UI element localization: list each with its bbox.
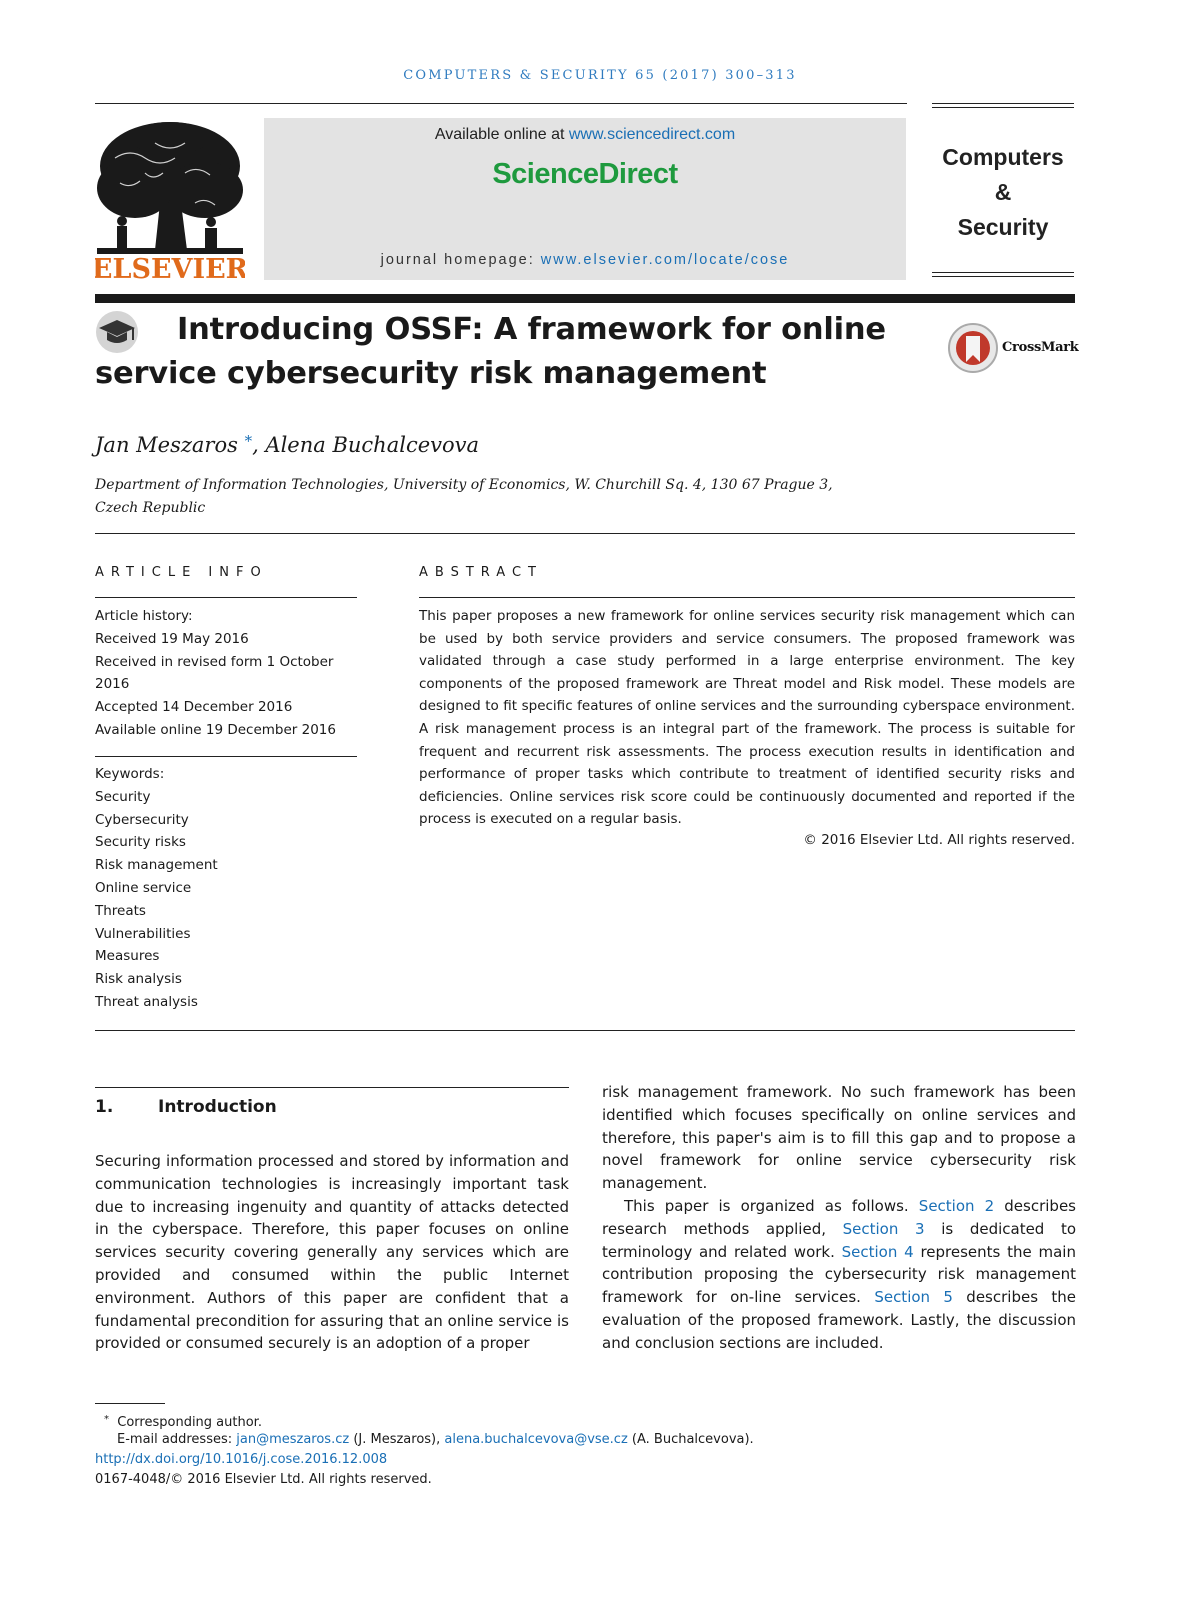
article-info-heading: ARTICLE INFO bbox=[95, 565, 268, 580]
author-2: , Alena Buchalcevova bbox=[252, 433, 480, 457]
keyword-item: Security bbox=[95, 788, 151, 805]
journal-name-line3: Security bbox=[957, 214, 1049, 240]
abstract-rule bbox=[419, 597, 1075, 598]
corresponding-author-marker[interactable]: * bbox=[244, 432, 253, 450]
issn-copyright: 0167-4048/© 2016 Elsevier Ltd. All rights reserved. bbox=[95, 1472, 432, 1487]
journal-name-rule-top bbox=[932, 103, 1074, 108]
elsevier-tree-icon bbox=[95, 118, 245, 282]
available-online bbox=[264, 126, 906, 144]
history-accepted: Accepted 14 December 2016 bbox=[95, 699, 293, 716]
email-link-meszaros[interactable]: jan@meszaros.cz bbox=[236, 1432, 350, 1447]
header-thick-rule bbox=[95, 294, 1075, 303]
sciencedirect-link[interactable]: www.sciencedirect.com bbox=[568, 126, 736, 143]
article-history-label: Article history: bbox=[95, 608, 193, 624]
keywords bbox=[95, 763, 357, 1014]
footnote-emails bbox=[117, 1430, 754, 1449]
doi bbox=[95, 1450, 387, 1469]
paragraph-text: describes research methods applied, bbox=[602, 1196, 1077, 1238]
article-history bbox=[95, 605, 357, 742]
keyword-item: Security risks bbox=[95, 834, 186, 851]
history-received: Received 19 May 2016 bbox=[95, 630, 249, 647]
email-link-buchalcevova[interactable]: alena.buchalcevova@vse.cz bbox=[444, 1432, 628, 1447]
section-5-link[interactable]: Section 5 bbox=[874, 1288, 953, 1307]
available-online-label: Available online at bbox=[434, 126, 569, 143]
email-label: E-mail addresses: bbox=[117, 1432, 237, 1447]
journal-name-line1: Computers bbox=[942, 144, 1064, 170]
abstract-copyright: © 2016 Elsevier Ltd. All rights reserved. bbox=[803, 832, 1075, 848]
section-4-link[interactable]: Section 4 bbox=[841, 1242, 914, 1261]
sciencedirect-banner bbox=[264, 118, 906, 280]
keywords-label: Keywords: bbox=[95, 766, 165, 782]
footnote-rule bbox=[95, 1403, 165, 1404]
article-info-rule bbox=[95, 597, 357, 598]
paragraph-text: represents the main contribution proposing the cybersecurity risk management framework for on-line services. bbox=[602, 1242, 1076, 1307]
crossmark-label: CrossMark bbox=[1002, 340, 1079, 355]
affiliation: Department of Information Technologies, University of Economics, W. Churchill Sq. 4, 130 67 Prague 3, Czech Republic bbox=[95, 477, 833, 516]
journal-citation: COMPUTERS & SECURITY 65 (2017) 300–313 bbox=[403, 68, 797, 83]
intro-right-column bbox=[602, 1081, 1076, 1355]
keyword-item: Risk analysis bbox=[95, 971, 182, 988]
keyword-item: Threat analysis bbox=[95, 993, 198, 1010]
keyword-item: Vulnerabilities bbox=[95, 925, 191, 942]
section-number: 1. bbox=[95, 1097, 114, 1117]
article-title: Introducing OSSF: A framework for online service cybersecurity risk management bbox=[95, 312, 886, 391]
footnote-corresponding-text: Corresponding author. bbox=[117, 1415, 262, 1430]
footnote-marker: * bbox=[104, 1414, 109, 1425]
keyword-item: Measures bbox=[95, 948, 160, 965]
journal-name-line2: & bbox=[994, 179, 1012, 205]
section-heading bbox=[95, 1097, 277, 1117]
crossmark-icon bbox=[947, 322, 999, 374]
journal-name bbox=[932, 140, 1074, 245]
keywords-rule bbox=[95, 756, 357, 757]
author-1: Jan Meszaros bbox=[95, 433, 245, 457]
history-revised: Received in revised form 1 October 2016 bbox=[95, 653, 334, 693]
header-rule bbox=[95, 103, 907, 104]
email-owner: (A. Buchalcevova). bbox=[627, 1432, 754, 1447]
journal-homepage-label: journal homepage: bbox=[380, 252, 541, 268]
doi-link[interactable]: http://dx.doi.org/10.1016/j.cose.2016.12.008 bbox=[95, 1452, 388, 1467]
keyword-item: Cybersecurity bbox=[95, 811, 189, 828]
paragraph-text: is dedicated to terminology and related work. bbox=[602, 1219, 1077, 1261]
elsevier-logo bbox=[95, 118, 245, 282]
journal-homepage bbox=[264, 252, 906, 268]
authors bbox=[95, 432, 479, 457]
history-online: Available online 19 December 2016 bbox=[95, 721, 336, 738]
footnote-corresponding bbox=[104, 1410, 262, 1432]
keyword-item: Online service bbox=[95, 879, 192, 896]
paragraph-text: describes the evaluation of the proposed framework. Lastly, the discussion and conclusion sections are included. bbox=[602, 1288, 1076, 1352]
title-separator-rule bbox=[95, 533, 1075, 534]
abstract-text: This paper proposes a new framework for online services security risk management which can be used by both service providers and service consumers. The proposed framework was validated through a case study performed in a large enterprise environment. The key components of the proposed framework are Threat model and Risk model. These models are designed to fit specific features of online services and the surrounding cyberspace environment. A risk management process is an integral part of the framework. The process is suitable for frequent and recurrent risk assessments. The process execution results in identification and performance of proper tasks which contribute to treatment of identified security risks and deficiencies. Online services risk score could be continuously documented and reported if the process is executed on a regular basis. bbox=[419, 608, 1075, 828]
keyword-item: Risk management bbox=[95, 857, 218, 874]
crossmark-badge[interactable] bbox=[947, 322, 1079, 374]
intro-paragraph-1: Securing information processed and stored by information and communication technologies is increasingly important task due to increasing ingenuity and quantity of attacks detected in the cyberspace. Therefore, this paper focuses on online services security covering generally any services which are provided and consumed within the public Internet environment. Authors of this paper are confident that a fundamental precondition for assuring that an online service is provided or consumed securely is an adoption of a proper bbox=[95, 1152, 569, 1353]
intro-paragraph-2 bbox=[602, 1195, 1076, 1355]
keyword-item: Threats bbox=[95, 902, 146, 919]
sciencedirect-brand: ScienceDirect bbox=[492, 158, 678, 190]
section-3-link[interactable]: Section 3 bbox=[842, 1219, 925, 1238]
abstract-heading: ABSTRACT bbox=[419, 565, 543, 580]
section-rule bbox=[95, 1087, 569, 1088]
journal-name-rule-bottom bbox=[932, 272, 1074, 277]
section-title: Introduction bbox=[158, 1097, 277, 1117]
intro-paragraph-1-continued: risk management framework. No such framework has been identified which focuses specifically on online services and therefore, this paper's aim is to fill this gap and to propose a novel framework for online service cybersecurity risk management. bbox=[602, 1083, 1076, 1193]
journal-homepage-link[interactable]: www.elsevier.com/locate/cose bbox=[540, 252, 790, 268]
email-owner: (J. Meszaros), bbox=[349, 1432, 445, 1447]
front-matter-end-rule bbox=[95, 1030, 1075, 1031]
section-2-link[interactable]: Section 2 bbox=[918, 1196, 995, 1215]
elsevier-wordmark: ELSEVIER bbox=[95, 254, 245, 282]
paragraph-text: This paper is organized as follows. bbox=[624, 1196, 919, 1215]
